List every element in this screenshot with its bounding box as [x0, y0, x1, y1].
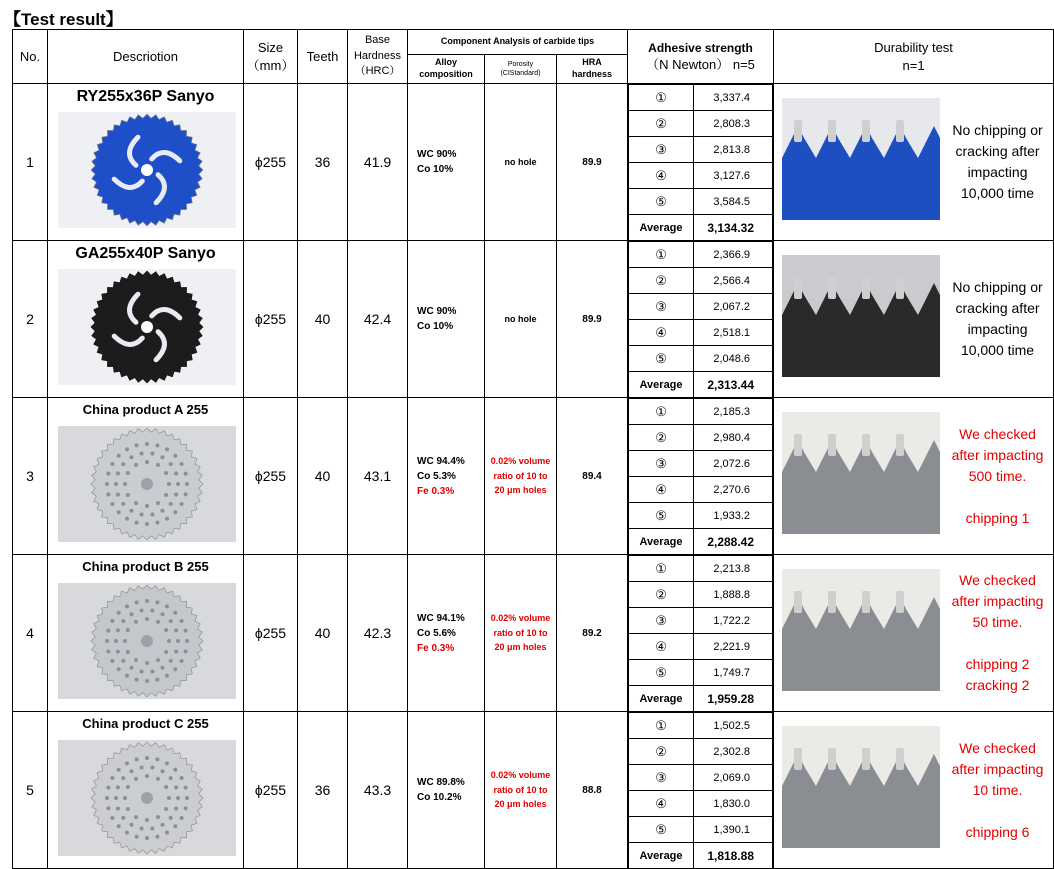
average-label: Average — [629, 529, 694, 555]
porosity-line: 20 μm holes — [494, 799, 547, 810]
durability-cell — [774, 241, 1054, 398]
header-alloy — [408, 55, 485, 84]
adhesive-value: 2,980.4 — [694, 425, 773, 451]
adhesive-value: 3,337.4 — [694, 85, 773, 111]
durability-result — [942, 398, 1053, 554]
durability-closeup-image — [782, 255, 940, 377]
teeth-value: 40 — [298, 398, 348, 555]
description-cell — [48, 241, 244, 398]
sample-number: ④ — [629, 163, 694, 189]
adhesive-value: 2,185.3 — [694, 399, 773, 425]
header-base-line3: （HRC） — [354, 65, 401, 78]
durability-result — [942, 84, 1053, 240]
average-value: 2,288.42 — [694, 529, 773, 555]
durability-closeup-image — [782, 569, 940, 691]
porosity-line: 20 μm holes — [494, 642, 547, 653]
porosity-line: ratio of 10 to — [493, 784, 548, 795]
page-title: 【Test result】 — [4, 10, 123, 29]
header-hra-line2: hardness — [572, 69, 613, 79]
row-number: 3 — [13, 398, 48, 555]
blade-image — [58, 112, 236, 228]
alloy-line: WC 90% — [417, 149, 457, 160]
porosity-line: ratio of 10 to — [493, 627, 548, 638]
durability-result-text: We checked after impacting 500 time. chipping 1 — [951, 425, 1044, 526]
sample-number: ② — [629, 425, 694, 451]
sample-number: ④ — [629, 791, 694, 817]
porosity-value — [485, 712, 557, 869]
adhesive-value: 2,518.1 — [694, 320, 773, 346]
adhesive-value: 2,067.2 — [694, 294, 773, 320]
sample-number: ⑤ — [629, 817, 694, 843]
header-size — [244, 30, 298, 84]
adhesive-strength-cell — [628, 398, 774, 555]
base-hardness-value: 42.4 — [348, 241, 408, 398]
sample-number: ② — [629, 739, 694, 765]
sample-number: ⑤ — [629, 189, 694, 215]
adhesive-value: 2,069.0 — [694, 765, 773, 791]
adhesive-value: 2,213.8 — [694, 556, 773, 582]
header-teeth: Teeth — [298, 30, 348, 84]
header-porosity-line1: Porosity — [507, 60, 534, 68]
header-porosity-line2: (CIStandard) — [500, 70, 541, 77]
adhesive-value: 1,749.7 — [694, 660, 773, 686]
durability-cell — [774, 398, 1054, 555]
alloy-line: WC 94.1% — [417, 612, 465, 624]
header-description: Descriotion — [48, 30, 244, 84]
table-row — [13, 398, 1054, 555]
sample-number: ③ — [629, 608, 694, 634]
description-cell — [48, 712, 244, 869]
product-name: China product A 255 — [82, 402, 209, 417]
sample-number: ④ — [629, 634, 694, 660]
base-hardness-value: 42.3 — [348, 555, 408, 712]
adhesive-value: 1,502.5 — [694, 713, 773, 739]
product-name: GA255x40P Sanyo — [75, 245, 216, 262]
base-hardness-value: 43.1 — [348, 398, 408, 555]
header-durability-line1: Durability test — [874, 39, 953, 55]
porosity-line: 0.02% volume — [490, 612, 551, 623]
size-value: ϕ255 — [244, 241, 298, 398]
average-label: Average — [629, 686, 694, 712]
sample-number: ① — [629, 556, 694, 582]
average-label: Average — [629, 372, 694, 398]
porosity-value — [485, 398, 557, 555]
header-alloy-line1: Alloy — [434, 57, 457, 68]
header-size-line2: （mm） — [246, 57, 295, 73]
teeth-value: 36 — [298, 84, 348, 241]
adhesive-value: 2,808.3 — [694, 111, 773, 137]
durability-closeup-image — [782, 98, 940, 220]
sample-number: ⑤ — [629, 346, 694, 372]
alloy-line: WC 89.8% — [417, 777, 465, 788]
size-value: ϕ255 — [244, 398, 298, 555]
porosity-line: 0.02% volume — [490, 769, 551, 780]
adhesive-value: 3,584.5 — [694, 189, 773, 215]
adhesive-value: 1,830.0 — [694, 791, 773, 817]
header-alloy-line2: composition — [419, 69, 473, 79]
row-number: 1 — [13, 84, 48, 241]
alloy-line-highlight: Fe 0.3% — [417, 485, 455, 497]
table-row — [13, 241, 1054, 398]
hra-hardness-value: 88.8 — [557, 712, 628, 869]
durability-result — [942, 555, 1053, 711]
size-value: ϕ255 — [244, 712, 298, 869]
header-durability-line2: n=1 — [902, 57, 925, 73]
durability-result — [942, 241, 1053, 397]
porosity-value — [485, 241, 557, 398]
average-value: 1,818.88 — [694, 843, 773, 869]
adhesive-value: 1,722.2 — [694, 608, 773, 634]
sample-number: ① — [629, 242, 694, 268]
row-number: 4 — [13, 555, 48, 712]
adhesive-value: 2,072.6 — [694, 451, 773, 477]
sample-number: ⑤ — [629, 660, 694, 686]
adhesive-values-table — [628, 712, 773, 868]
adhesive-values-table — [628, 555, 773, 711]
alloy-line: Co 5.6% — [417, 627, 456, 639]
adhesive-value: 1,390.1 — [694, 817, 773, 843]
header-porosity — [485, 55, 557, 84]
header-hra — [557, 55, 628, 84]
teeth-value: 40 — [298, 241, 348, 398]
header-base-line1: Base — [364, 33, 391, 46]
sample-number: ① — [629, 85, 694, 111]
porosity-line: 0.02% volume — [490, 455, 551, 466]
sample-number: ③ — [629, 294, 694, 320]
alloy-composition — [408, 712, 485, 869]
durability-result-text: No chipping or cracking after impacting 10,000 time — [952, 279, 1043, 358]
adhesive-value: 2,566.4 — [694, 268, 773, 294]
table-row — [13, 555, 1054, 712]
adhesive-value: 3,127.6 — [694, 163, 773, 189]
product-name: China product C 255 — [82, 716, 209, 731]
adhesive-value: 2,366.9 — [694, 242, 773, 268]
hra-hardness-value: 89.9 — [557, 241, 628, 398]
blade-image — [58, 269, 236, 385]
durability-closeup-image — [782, 412, 940, 534]
adhesive-strength-cell — [628, 555, 774, 712]
header-durability-test — [774, 30, 1054, 84]
porosity-line: no hole — [504, 313, 537, 324]
product-name: RY255x36P Sanyo — [76, 88, 215, 105]
description-cell — [48, 84, 244, 241]
header-adhesive-line1: Adhesive strength — [648, 40, 753, 55]
sample-number: ④ — [629, 320, 694, 346]
porosity-line: no hole — [504, 156, 537, 167]
adhesive-values-table — [628, 398, 773, 554]
durability-result-text: No chipping or cracking after impacting 10,000 time — [952, 122, 1043, 201]
header-component-analysis: Component Analysis of carbide tips — [408, 30, 628, 55]
adhesive-value: 2,813.8 — [694, 137, 773, 163]
alloy-line-highlight: Fe 0.3% — [417, 642, 455, 654]
header-adhesive-line2: （N Newton） n=5 — [646, 56, 755, 72]
sample-number: ③ — [629, 451, 694, 477]
sample-number: ④ — [629, 477, 694, 503]
blade-image — [58, 426, 236, 542]
header-base-line2: Hardness — [353, 49, 402, 62]
size-value: ϕ255 — [244, 84, 298, 241]
adhesive-values-table — [628, 84, 773, 240]
durability-result-text: We checked after impacting 50 time. chipping 2 cracking 2 — [951, 572, 1044, 693]
blade-image — [58, 740, 236, 856]
alloy-line: Co 10% — [417, 321, 454, 332]
durability-result — [942, 712, 1053, 868]
table-row — [13, 84, 1054, 241]
alloy-composition — [408, 398, 485, 555]
teeth-value: 36 — [298, 712, 348, 869]
adhesive-strength-cell — [628, 712, 774, 869]
durability-cell — [774, 555, 1054, 712]
table-row — [13, 712, 1054, 869]
hra-hardness-value: 89.4 — [557, 398, 628, 555]
hra-hardness-value: 89.2 — [557, 555, 628, 712]
average-value: 3,134.32 — [694, 215, 773, 241]
sample-number: ② — [629, 111, 694, 137]
porosity-value — [485, 84, 557, 241]
alloy-line: Co 5.3% — [417, 470, 456, 482]
adhesive-value: 1,933.2 — [694, 503, 773, 529]
alloy-composition — [408, 555, 485, 712]
product-name: China product B 255 — [82, 559, 209, 574]
header-base-hardness — [348, 30, 408, 84]
test-result-table — [12, 29, 1054, 869]
adhesive-value: 2,048.6 — [694, 346, 773, 372]
adhesive-strength-cell — [628, 84, 774, 241]
average-value: 2,313.44 — [694, 372, 773, 398]
header-no: No. — [13, 30, 48, 84]
base-hardness-value: 43.3 — [348, 712, 408, 869]
description-cell — [48, 398, 244, 555]
adhesive-values-table — [628, 241, 773, 397]
hra-hardness-value: 89.9 — [557, 84, 628, 241]
alloy-line: WC 94.4% — [417, 455, 465, 467]
adhesive-value: 2,270.6 — [694, 477, 773, 503]
alloy-line: Co 10.2% — [417, 792, 462, 803]
adhesive-value: 2,302.8 — [694, 739, 773, 765]
sample-number: ② — [629, 268, 694, 294]
porosity-line: ratio of 10 to — [493, 470, 548, 481]
average-label: Average — [629, 215, 694, 241]
sample-number: ① — [629, 713, 694, 739]
row-number: 5 — [13, 712, 48, 869]
description-cell — [48, 555, 244, 712]
size-value: ϕ255 — [244, 555, 298, 712]
alloy-line: Co 10% — [417, 164, 454, 175]
porosity-line: 20 μm holes — [494, 485, 547, 496]
sample-number: ⑤ — [629, 503, 694, 529]
average-label: Average — [629, 843, 694, 869]
teeth-value: 40 — [298, 555, 348, 712]
alloy-composition — [408, 241, 485, 398]
header-hra-line1: HRA — [582, 57, 602, 68]
sample-number: ③ — [629, 137, 694, 163]
adhesive-value: 2,221.9 — [694, 634, 773, 660]
alloy-line: WC 90% — [417, 306, 457, 317]
sample-number: ③ — [629, 765, 694, 791]
alloy-composition — [408, 84, 485, 241]
durability-cell — [774, 712, 1054, 869]
header-size-line1: Size — [257, 39, 284, 55]
blade-image — [58, 583, 236, 699]
adhesive-value: 1,888.8 — [694, 582, 773, 608]
average-value: 1,959.28 — [694, 686, 773, 712]
row-number: 2 — [13, 241, 48, 398]
porosity-value — [485, 555, 557, 712]
sample-number: ① — [629, 399, 694, 425]
adhesive-strength-cell — [628, 241, 774, 398]
header-adhesive-strength — [628, 30, 774, 84]
durability-closeup-image — [782, 726, 940, 848]
durability-result-text: We checked after impacting 10 time. chipping 6 — [951, 739, 1044, 840]
base-hardness-value: 41.9 — [348, 84, 408, 241]
sample-number: ② — [629, 582, 694, 608]
durability-cell — [774, 84, 1054, 241]
